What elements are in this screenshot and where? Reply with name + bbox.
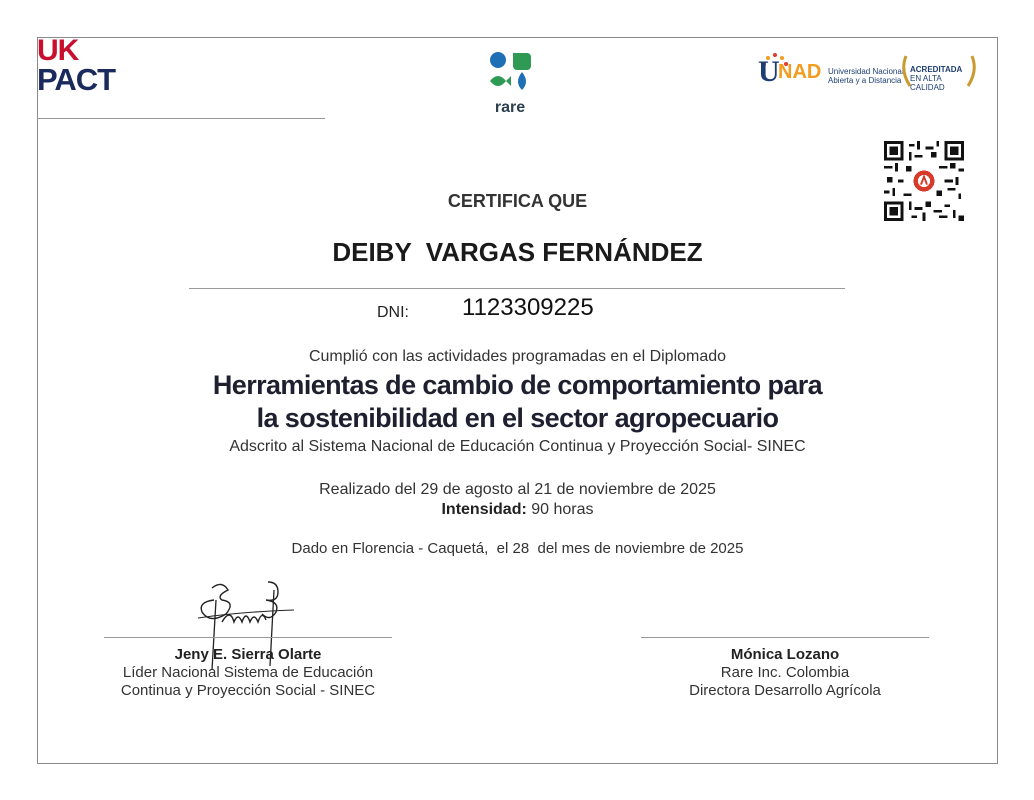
ukpact-logo [37,34,137,97]
dni-label: DNI: [377,304,409,321]
intensity-value: 90 horas [526,501,594,518]
rare-wordmark: rare [494,99,526,116]
unad-nad: NAD [778,61,822,83]
rare-logo [484,50,536,117]
signature-line-2 [641,637,929,638]
course-title-line-2: la sostenibilidad en el sector agropecuario [256,403,779,433]
signatory-2-role-2: Directora Desarrollo Agrícola [689,682,881,699]
unad-u: U [758,55,780,88]
signatory-1-role-1: Líder Nacional Sistema de Educación [122,664,374,681]
signatory-2 [641,646,929,700]
acreditada-line-2: EN ALTA CALIDAD [910,74,945,92]
sinec-affiliation: Adscrito al Sistema Nacional de Educación Continua y Proyección Social- SINEC [229,438,806,455]
course-title [37,369,998,435]
issue-place-date: Dado en Florencia - Caquetá, el 28 del mes de noviembre de 2025 [291,540,744,557]
signatory-1 [104,646,392,700]
acreditada-line-1: ACREDITADA [910,65,963,74]
completion-intro: Cumplió con las actividades programadas en el Diplomado [308,348,727,365]
ukpact-logo-top: UK [37,34,79,67]
course-dates: Realizado del 29 de agosto al 21 de noviembre de 2025 [319,481,716,498]
signatory-2-role-1: Rare Inc. Colombia [720,664,850,681]
ukpact-logo-bottom: PACT [37,62,116,97]
signatory-1-name: Jeny E. Sierra Olarte [174,646,322,663]
certifica-que-heading: CERTIFICA QUE [447,191,588,211]
intensity-label: Intensidad: [441,501,527,518]
unad-logo [758,50,978,92]
dni-value: 1123309225 [462,294,594,321]
signatory-2-name: Mónica Lozano [730,646,840,663]
rare-mark-icon [487,50,533,92]
recipient-name: DEIBY VARGAS FERNÁNDEZ [332,237,703,267]
unad-subtitle-1: Universidad Nacional [828,67,904,76]
name-underline [189,288,845,289]
signatory-1-role-2: Continua y Proyección Social - SINEC [120,682,376,699]
header-divider [37,118,325,119]
unad-subtitle-2: Abierta y a Distancia [828,76,902,85]
course-intensity [37,500,998,520]
course-title-line-1: Herramientas de cambio de comportamiento para [212,370,823,400]
signature-line-1 [104,637,392,638]
